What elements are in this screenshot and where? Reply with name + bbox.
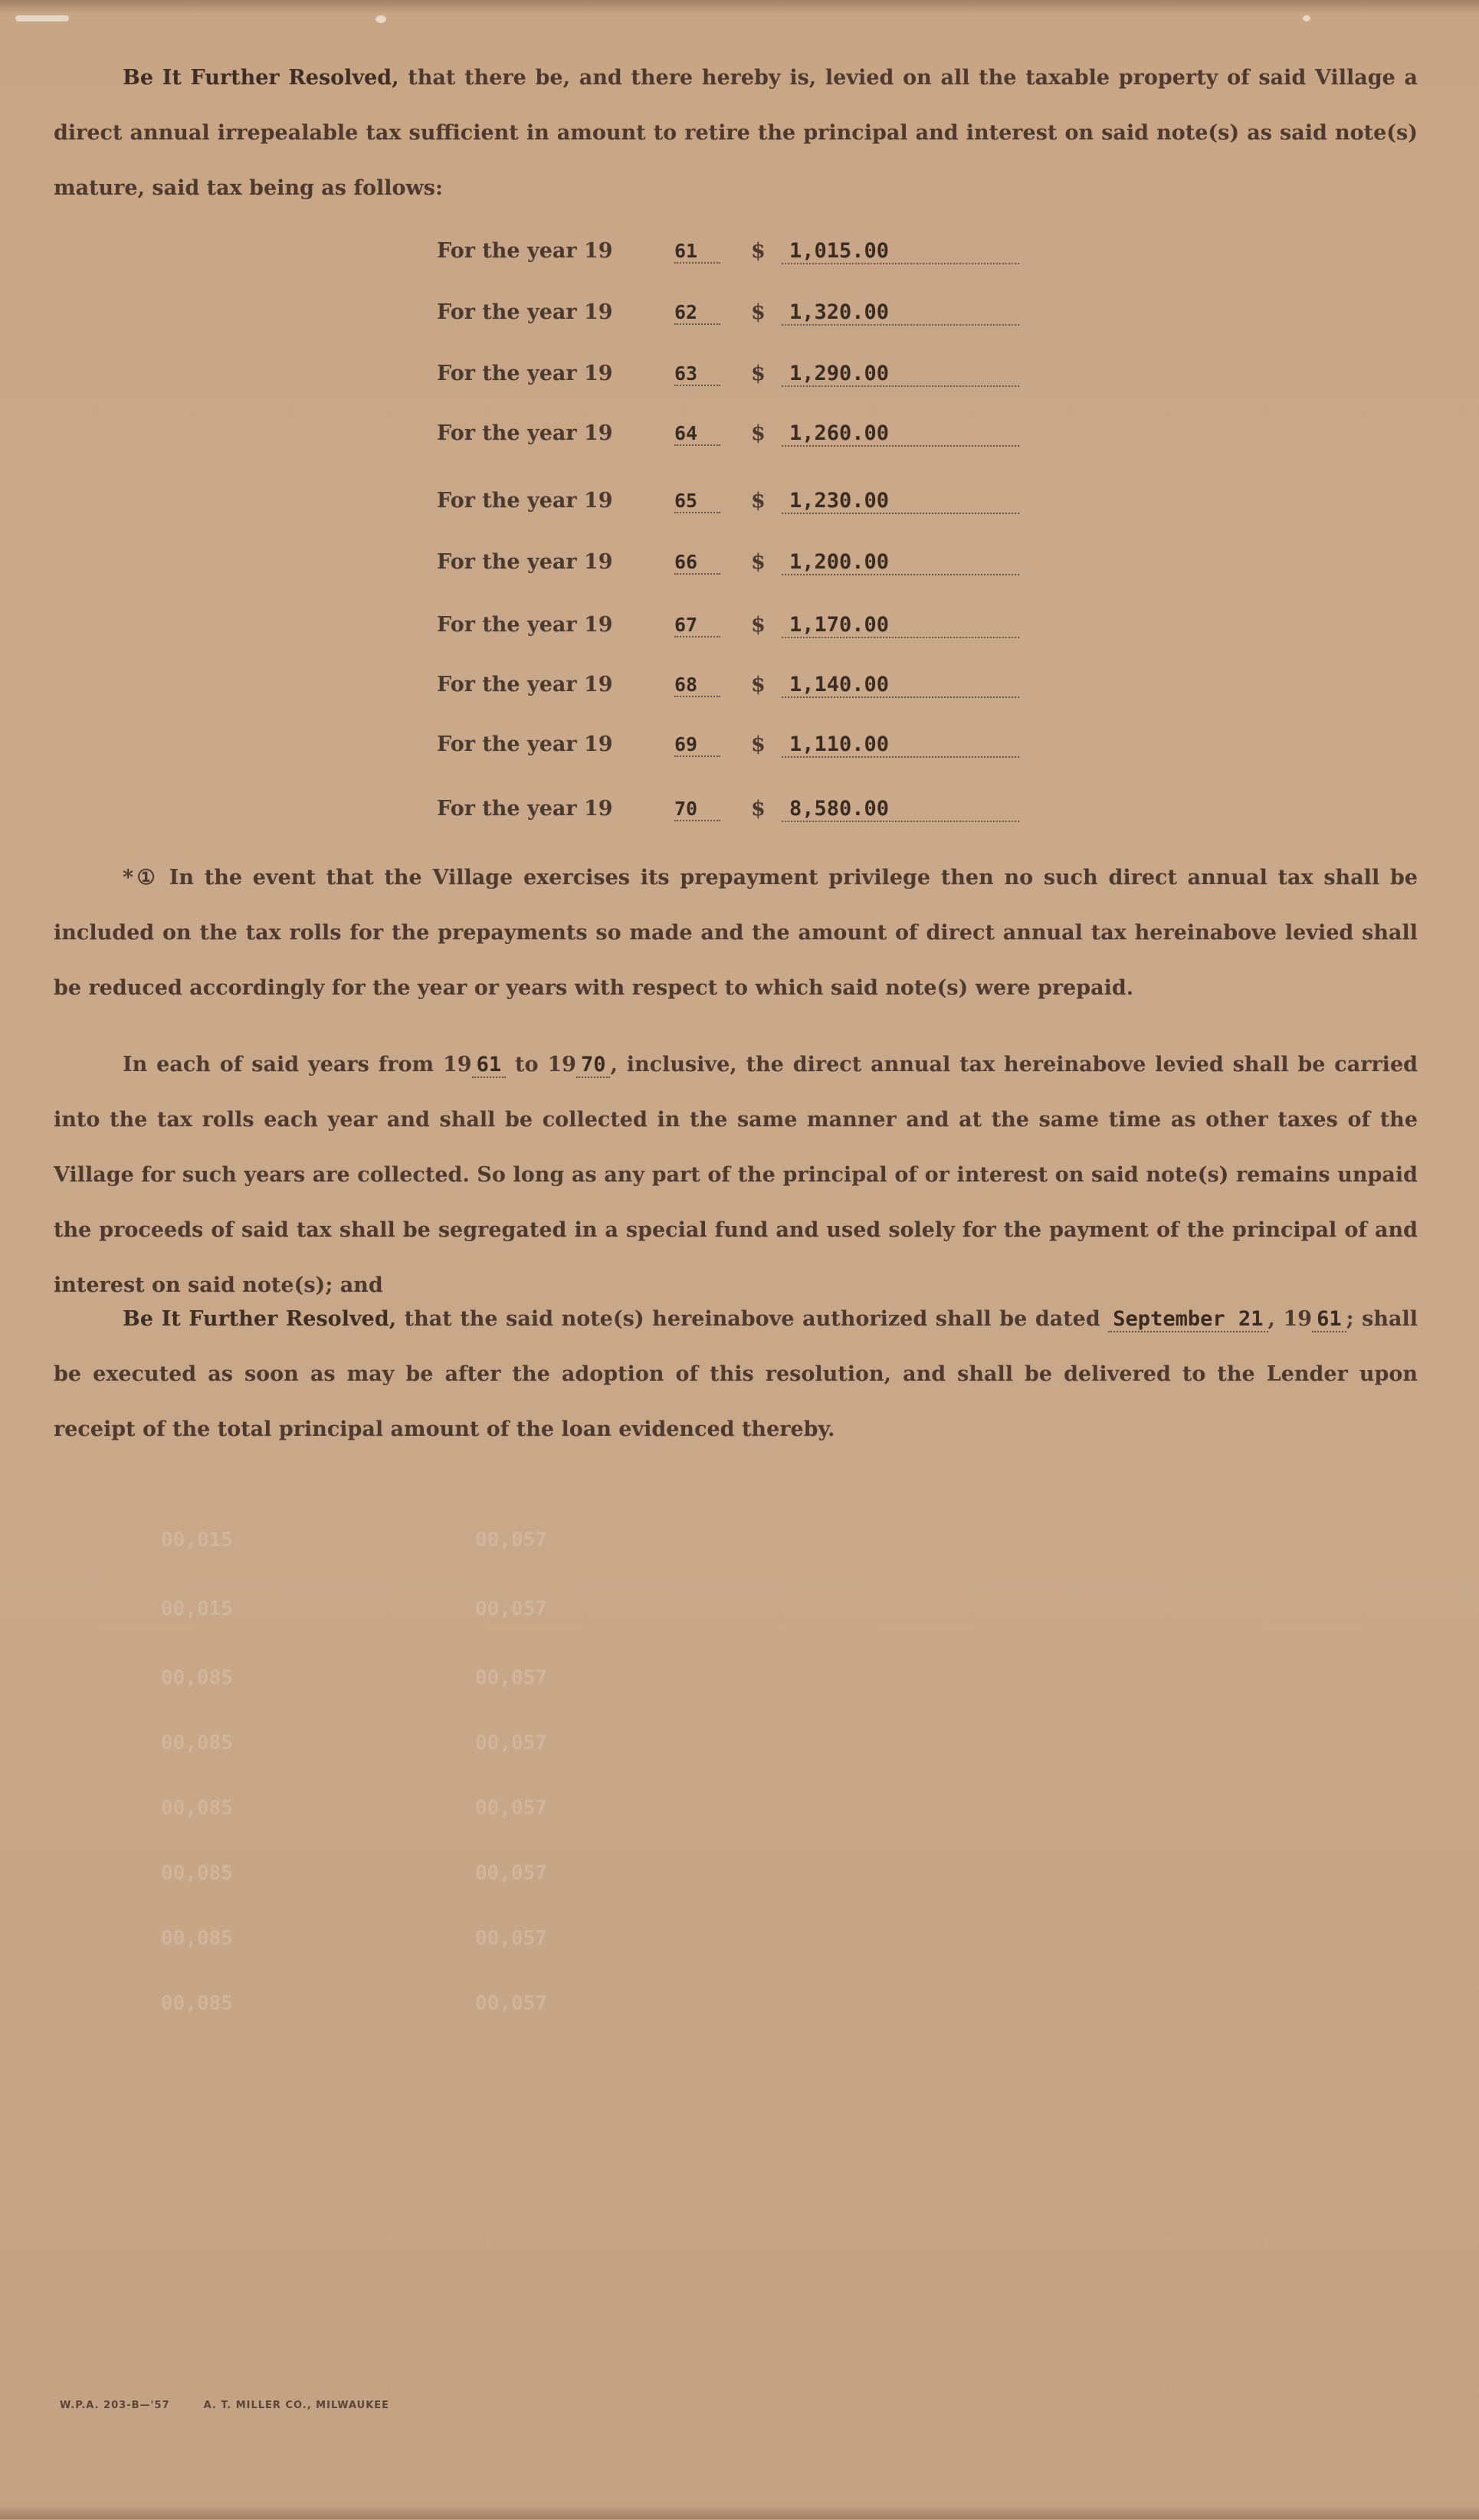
schedule-amount: 1,290.00 bbox=[782, 362, 1019, 387]
top-edge-shadow bbox=[0, 0, 1479, 14]
tax-schedule-row: For the year 19 70 $ 8,580.00 bbox=[437, 797, 1019, 835]
schedule-amount: 1,015.00 bbox=[782, 239, 1019, 264]
schedule-year: 65 bbox=[674, 490, 720, 513]
schedule-year: 69 bbox=[674, 733, 720, 757]
schedule-year: 67 bbox=[674, 614, 720, 637]
schedule-amount: 8,580.00 bbox=[782, 797, 1019, 822]
tax-levy-text: that there be, and there hereby is, levied on all the taxable property of said Village a direct annual irrepealable tax sufficient in amount to retire the principal and interest on said note(s) as said note(s) mature, said tax being as follows: bbox=[54, 66, 1418, 200]
schedule-year: 63 bbox=[674, 362, 720, 386]
note-year-fill: 61 bbox=[1312, 1307, 1346, 1332]
tax-rolls-paragraph: In each of said years from 19 61 to 19 70 , inclusive, the direct annual tax hereinabove levied shall be carried into the tax rolls each year and shall be collected in the same manner and at the same time as other taxes of the Village for such years are collected. So long as any part of the principal of or interest on said note(s) remains unpaid the proceeds of said tax shall be segregated in a special fund and used solely for the payment of the principal of and interest on said note(s); and bbox=[54, 1053, 1418, 1297]
bleed-through-mark: 00,057 bbox=[475, 1598, 547, 1620]
bleed-through-mark: 00,015 bbox=[161, 1529, 233, 1552]
schedule-year: 66 bbox=[674, 551, 720, 575]
bleed-through-mark: 00,057 bbox=[475, 1862, 547, 1885]
schedule-amount: 1,110.00 bbox=[782, 732, 1019, 758]
form-number: W.P.A. 203-B—'57 bbox=[60, 2400, 170, 2411]
bleed-through-mark: 00,085 bbox=[161, 1862, 233, 1885]
bleed-through-mark: 00,085 bbox=[161, 1992, 233, 2015]
bleed-through-mark: 00,057 bbox=[475, 1927, 547, 1950]
schedule-amount: 1,230.00 bbox=[782, 489, 1019, 514]
tax-schedule-row: For the year 19 62 $ 1,320.00 bbox=[437, 300, 1019, 339]
bleed-through-mark: 00,057 bbox=[475, 1666, 547, 1689]
tax-schedule-row: For the year 19 63 $ 1,290.00 bbox=[437, 362, 1019, 400]
schedule-year: 62 bbox=[674, 301, 720, 325]
resolution-paragraph-tax-levy bbox=[54, 51, 1418, 216]
be-it-further-resolved-heading: Be It Further Resolved, bbox=[123, 66, 399, 90]
schedule-year: 61 bbox=[674, 240, 720, 264]
note-dating-paragraph: Be It Further Resolved, that the said note(s) hereinabove authorized shall be dated September 21 , 19 61 ; shall be executed as soon as may be after the adoption of this resolution, and shall be delivered to the Lender upon receipt of the total principal amount of the loan evidenced thereby. bbox=[54, 1307, 1418, 1441]
tax-schedule-row: For the year 19 68 $ 1,140.00 bbox=[437, 673, 1019, 711]
bleed-through-mark: 00,015 bbox=[161, 1598, 233, 1620]
bleed-through-mark: 00,085 bbox=[161, 1927, 233, 1950]
schedule-amount: 1,170.00 bbox=[782, 613, 1019, 638]
bleed-through-mark: 00,085 bbox=[161, 1732, 233, 1755]
bleed-through-mark: 00,057 bbox=[475, 1797, 547, 1820]
bleed-through-mark: 00,057 bbox=[475, 1529, 547, 1552]
bleed-through-mark: 00,057 bbox=[475, 1732, 547, 1755]
printer-imprint: A. T. MILLER CO., MILWAUKEE bbox=[203, 2400, 390, 2411]
schedule-year: 64 bbox=[674, 422, 720, 446]
prepayment-text: *① In the event that the Village exercises its prepayment privilege then no such direct annual tax shall be included on the tax rolls for the prepayments so made and the amount of direct annual tax hereinabove levied shall be reduced accordingly for the year or years with respect to which said note(s) were prepaid. bbox=[54, 866, 1418, 1000]
paper-blemish bbox=[1303, 15, 1310, 21]
paper-blemish bbox=[15, 15, 69, 21]
paper-blemish bbox=[375, 15, 386, 23]
schedule-amount: 1,140.00 bbox=[782, 673, 1019, 698]
schedule-year: 70 bbox=[674, 798, 720, 821]
tax-schedule-row: For the year 19 61 $ 1,015.00 bbox=[437, 239, 1019, 277]
tax-schedule-row: For the year 19 69 $ 1,110.00 bbox=[437, 732, 1019, 771]
be-it-further-resolved-heading-2: Be It Further Resolved, bbox=[123, 1307, 397, 1331]
bottom-edge-shadow bbox=[0, 2505, 1479, 2519]
tax-schedule-row: For the year 19 67 $ 1,170.00 bbox=[437, 613, 1019, 651]
tax-schedule-row: For the year 19 65 $ 1,230.00 bbox=[437, 489, 1019, 527]
start-year-fill: 61 bbox=[472, 1053, 507, 1078]
schedule-year: 68 bbox=[674, 673, 720, 697]
form-footer bbox=[60, 2400, 423, 2411]
end-year-fill: 70 bbox=[576, 1053, 611, 1078]
note-date-fill: September 21 bbox=[1108, 1307, 1267, 1332]
schedule-amount: 1,260.00 bbox=[782, 421, 1019, 447]
bleed-through-mark: 00,085 bbox=[161, 1666, 233, 1689]
schedule-amount: 1,320.00 bbox=[782, 300, 1019, 326]
tax-schedule-row: For the year 19 64 $ 1,260.00 bbox=[437, 421, 1019, 460]
prepayment-paragraph bbox=[54, 850, 1418, 1016]
schedule-amount: 1,200.00 bbox=[782, 550, 1019, 575]
tax-schedule-row: For the year 19 66 $ 1,200.00 bbox=[437, 550, 1019, 588]
bleed-through-mark: 00,057 bbox=[475, 1992, 547, 2015]
bleed-through-mark: 00,085 bbox=[161, 1797, 233, 1820]
